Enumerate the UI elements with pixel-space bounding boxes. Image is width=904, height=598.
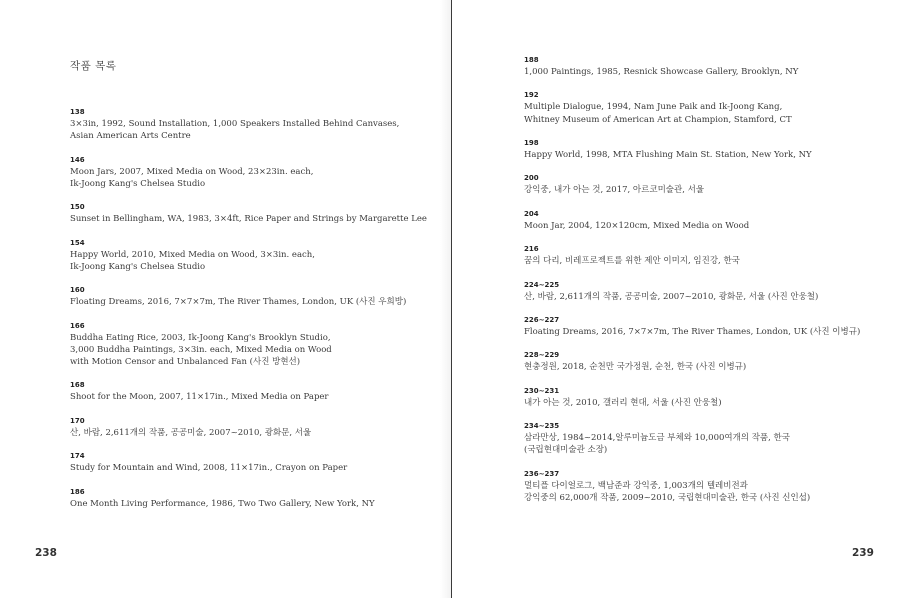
catalog-entry — [70, 417, 400, 439]
gutter-shadow — [440, 0, 451, 598]
catalog-entry — [70, 108, 400, 142]
catalog-entry — [70, 381, 400, 403]
entry-page-ref: 188 — [524, 56, 539, 64]
catalog-entry — [70, 488, 400, 510]
entry-page-ref: 166 — [70, 321, 85, 330]
entry-page-ref: 236~237 — [524, 469, 560, 478]
entry-page-ref: 200 — [524, 174, 539, 183]
entry-caption-line: Study for Mountain and Wind, 2008, 11×17in., Crayon on Paper — [70, 463, 348, 474]
page-number-left: 238 — [35, 547, 57, 559]
entry-caption-line: 3,000 Buddha Paintings, 3×3in. each, Mixed Media on Wood — [70, 344, 332, 355]
catalog-entry — [524, 245, 854, 267]
catalog-entry — [70, 452, 400, 474]
entry-page-ref: 226~227 — [524, 315, 560, 324]
catalog-entry — [524, 387, 854, 409]
entry-caption-line: Ik-Joong Kang's Chelsea Studio — [70, 178, 206, 189]
entry-page-ref: 170 — [70, 416, 85, 425]
entry-page-ref: 138 — [70, 108, 85, 116]
entry-caption-line: Floating Dreams, 2016, 7×7×7m, The River Thames, London, UK (사진 이병규) — [524, 326, 861, 337]
entry-caption-line: 3×3in, 1992, Sound Installation, 1,000 Speakers Installed Behind Canvases, — [70, 119, 400, 129]
catalog-entry — [70, 203, 427, 225]
entry-caption-line: Multiple Dialogue, 1994, Nam June Paik and Ik-Joong Kang, — [524, 102, 783, 113]
entry-caption-line: Moon Jars, 2007, Mixed Media on Wood, 23×23in. each, — [70, 166, 314, 177]
entry-page-ref: 150 — [70, 203, 85, 212]
entry-caption-line: Moon Jar, 2004, 120×120cm, Mixed Media on Wood — [524, 220, 750, 231]
entry-page-ref: 198 — [524, 138, 539, 147]
entry-page-ref: 224~225 — [524, 280, 560, 289]
catalog-entry — [524, 422, 854, 456]
entry-caption-line: Ik-Joong Kang's Chelsea Studio — [70, 261, 206, 272]
entry-caption-line: 삼라만상, 1984~2014,알루미늄도금 부체와 10,000여개의 작품, 한국 — [524, 433, 790, 444]
entry-caption-line: Buddha Eating Rice, 2003, Ik-Joong Kang's Brooklyn Studio, — [70, 332, 331, 343]
entry-caption-line: Asian American Arts Centre — [70, 131, 191, 142]
entry-caption-line: Happy World, 2010, Mixed Media on Wood, 3×3in. each, — [70, 249, 315, 260]
catalog-entry — [524, 470, 854, 504]
catalog-entry — [70, 239, 400, 273]
entry-caption-line: 산, 바람, 2,611개의 작품, 공공미술, 2007~2010, 광화문, 서울 — [70, 427, 312, 438]
entry-caption-line: Shoot for the Moon, 2007, 11×17in., Mixed Media on Paper — [70, 392, 329, 403]
catalog-entry — [524, 91, 854, 125]
entry-caption-line: 내가 아는 것, 2010, 갤러리 현대, 서울 (사진 안웅철) — [524, 397, 722, 408]
catalog-entry — [70, 286, 407, 308]
entry-caption-line: One Month Living Performance, 1986, Two Two Gallery, New York, NY — [70, 498, 375, 509]
entry-caption-line: 꿈의 다리, 비레프로젝트를 위한 제안 이미지, 임진강, 한국 — [524, 256, 740, 267]
entry-page-ref: 186 — [70, 487, 85, 496]
entry-page-ref: 216 — [524, 245, 539, 254]
entry-page-ref: 160 — [70, 286, 85, 295]
entry-caption-line: 산, 바람, 2,611개의 작품, 공공미술, 2007~2010, 광화문, 서울 (사진 안웅철) — [524, 291, 819, 302]
entry-caption-line: with Motion Censor and Unbalanced Fan (사진 방현선) — [70, 356, 301, 367]
entry-caption-line: 강익중, 내가 아는 것, 2017, 아르코미술관, 서울 — [524, 185, 705, 196]
gutter-line — [451, 0, 452, 598]
page-title: 작품 목록 — [70, 60, 117, 72]
catalog-entry — [524, 139, 854, 161]
catalog-entry — [524, 351, 854, 373]
entry-caption-line: 멀티플 다이얼로그, 백남준과 강익중, 1,003개의 텔레비전과 — [524, 480, 748, 491]
entry-caption-line: 1,000 Paintings, 1985, Resnick Showcase Gallery, Brooklyn, NY — [524, 67, 799, 77]
entry-caption-line: 강익중의 62,000개 작품, 2009~2010, 국립현대미술관, 한국 (사진 신인섭) — [524, 492, 811, 503]
entry-page-ref: 154 — [70, 238, 85, 247]
entry-caption-line: Sunset in Bellingham, WA, 1983, 3×4ft, Rice Paper and Strings by Margarette Lee — [70, 214, 427, 225]
catalog-entry — [70, 322, 400, 369]
catalog-entry — [524, 210, 854, 232]
entry-caption-line: (국립현대미술관 소장) — [524, 445, 608, 456]
works-list-left — [70, 108, 427, 523]
catalog-entry — [524, 174, 854, 196]
entry-page-ref: 234~235 — [524, 422, 560, 431]
entry-page-ref: 228~229 — [524, 351, 560, 360]
entry-caption-line: Floating Dreams, 2016, 7×7×7m, The River Thames, London, UK (사진 우희방) — [70, 297, 407, 308]
entry-caption-line: 현충정원, 2018, 순천만 국가정원, 순천, 한국 (사진 이병규) — [524, 362, 747, 373]
entry-page-ref: 168 — [70, 381, 85, 390]
catalog-entry — [524, 56, 854, 78]
catalog-entry — [524, 315, 861, 338]
entry-caption-line: Happy World, 1998, MTA Flushing Main St. Station, New York, NY — [524, 149, 812, 160]
catalog-entry — [524, 281, 854, 303]
catalog-entry — [70, 156, 400, 190]
entry-page-ref: 174 — [70, 452, 85, 461]
entry-page-ref: 204 — [524, 209, 539, 218]
page-number-right: 239 — [852, 547, 874, 559]
entry-page-ref: 146 — [70, 155, 85, 164]
entry-page-ref: 230~231 — [524, 386, 560, 395]
entry-page-ref: 192 — [524, 91, 539, 100]
entry-caption-line: Whitney Museum of American Art at Champion, Stamford, CT — [524, 114, 792, 125]
right-page — [453, 0, 904, 598]
works-list-right — [524, 56, 861, 517]
